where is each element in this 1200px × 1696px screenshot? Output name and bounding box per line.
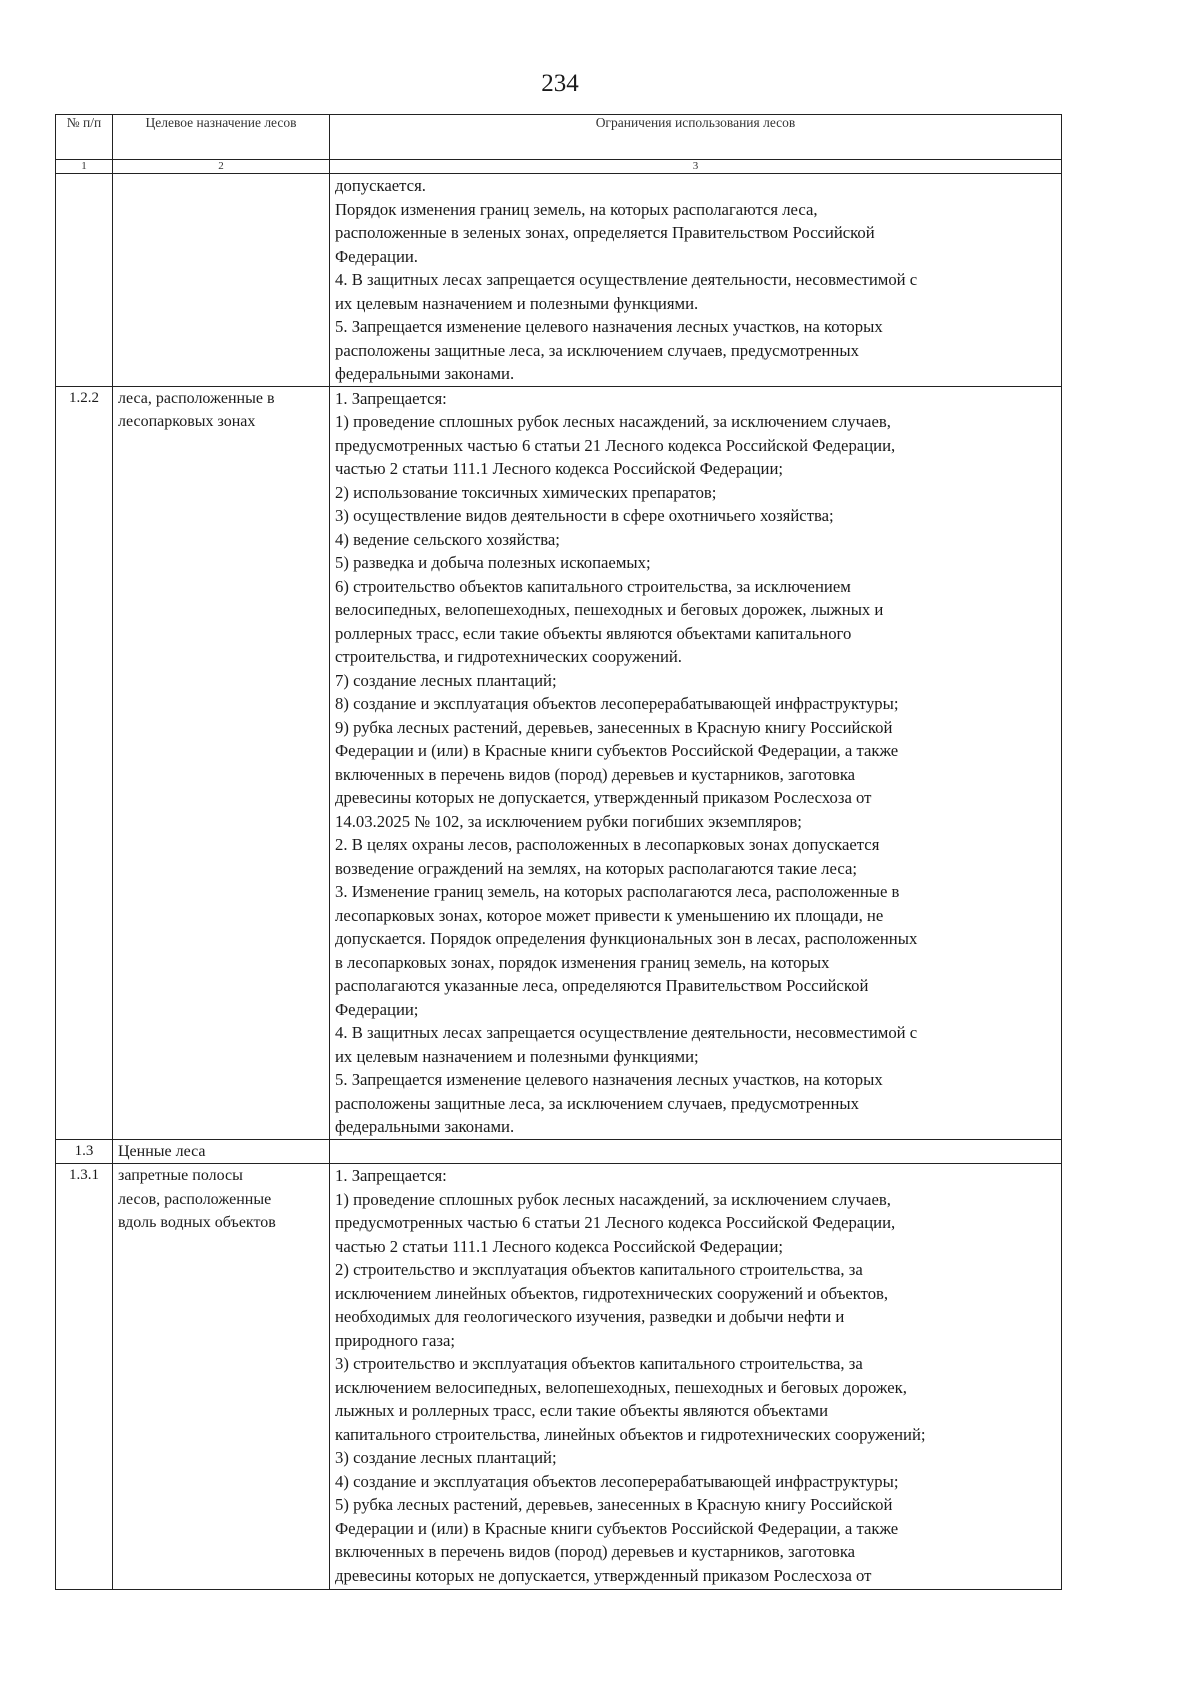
restriction-line: Порядок изменения границ земель, на которых располагаются леса, — [335, 199, 818, 219]
restriction-line: велосипедных, велопешеходных, пешеходных и беговых дорожек, лыжных и — [335, 600, 884, 619]
table-header-row — [56, 115, 1062, 160]
purpose-line: лесопарковых зонах — [118, 413, 256, 430]
restriction-line: их целевым назначением и полезными функциями; — [335, 1046, 699, 1066]
restriction-line: расположены защитные леса, за исключением случаев, предусмотренных — [335, 1093, 859, 1113]
column-number: 3 — [330, 160, 1062, 174]
page-number: 234 — [541, 70, 579, 97]
restriction-line: 3. Изменение границ земель, на которых располагаются леса, расположенные в — [335, 882, 900, 901]
restrictions-table — [55, 114, 1062, 1590]
restriction-line: природного газа; — [335, 1330, 456, 1350]
restriction-line: 3) осуществление видов деятельности в сфере охотничьего хозяйства; — [335, 506, 834, 525]
restriction-line: 1. Запрещается: — [335, 1166, 447, 1185]
restriction-line: 1) проведение сплошных рубок лесных насаждений, за исключением случаев, — [335, 1189, 891, 1209]
restriction-line: 2) использование токсичных химических препаратов; — [335, 482, 717, 502]
restriction-line: 14.03.2025 № 102, за исключением рубки погибших экземпляров; — [335, 811, 802, 831]
column-number: 2 — [113, 160, 330, 174]
restriction-line: включенных в перечень видов (пород) деревьев и кустарников, заготовка — [335, 764, 856, 784]
purpose-line: лесов, расположенные — [118, 1190, 272, 1208]
restriction-line: Федерации и (или) в Красные книги субъектов Российской Федерации, а также — [335, 1518, 899, 1538]
row-restrictions — [330, 1139, 1062, 1164]
row-purpose — [113, 1164, 330, 1590]
row-restrictions — [330, 386, 1062, 1139]
restriction-line: Федерации. — [335, 246, 418, 266]
row-restrictions — [330, 174, 1062, 387]
restriction-line: Федерации; — [335, 999, 419, 1019]
restriction-line: 4) ведение сельского хозяйства; — [335, 529, 560, 549]
row-number — [56, 174, 113, 387]
restriction-line: их целевым назначением и полезными функциями. — [335, 293, 699, 313]
header-number: № п/п — [56, 115, 113, 160]
row-purpose — [113, 174, 330, 387]
restriction-line: 4. В защитных лесах запрещается осуществление деятельности, несовместимой с — [335, 1023, 918, 1042]
restriction-line: включенных в перечень видов (пород) деревьев и кустарников, заготовка — [335, 1542, 856, 1561]
restriction-line: 9) рубка лесных растений, деревьев, занесенных в Красную книгу Российской — [335, 717, 893, 737]
restriction-line: 3) строительство и эксплуатация объектов капитального строительства, за — [335, 1354, 863, 1373]
row-restrictions — [330, 1164, 1062, 1590]
purpose-line: леса, расположенные в — [118, 389, 275, 407]
restriction-line: 7) создание лесных плантаций; — [335, 670, 557, 690]
restriction-line: 3) создание лесных плантаций; — [335, 1448, 557, 1467]
restriction-line: предусмотренных частью 6 статьи 21 Лесного кодекса Российской Федерации, — [335, 1213, 896, 1232]
restriction-line: 5) рубка лесных растений, деревьев, занесенных в Красную книгу Российской — [335, 1495, 893, 1514]
row-number: 1.2.2 — [56, 386, 113, 1139]
restriction-line: в лесопарковых зонах, порядок изменения границ земель, на которых — [335, 952, 830, 972]
row-purpose — [113, 1139, 330, 1164]
restriction-line: расположенные в зеленых зонах, определяется Правительством Российской — [335, 223, 875, 242]
table-row — [56, 1164, 1062, 1590]
restriction-line: 2. В целях охраны лесов, расположенных в лесопарковых зонах допускается — [335, 835, 880, 854]
restriction-line: исключением линейных объектов, гидротехнических сооружений и объектов, — [335, 1283, 889, 1303]
restriction-line: 1) проведение сплошных рубок лесных насаждений, за исключением случаев, — [335, 412, 891, 431]
header-restrictions: Ограничения использования лесов — [330, 115, 1062, 160]
purpose-line: Ценные леса — [118, 1142, 206, 1160]
restriction-line: 4) создание и эксплуатация объектов лесоперерабатывающей инфраструктуры; — [335, 1471, 899, 1491]
row-purpose — [113, 386, 330, 1139]
header-purpose: Целевое назначение лесов — [113, 115, 330, 160]
table-row — [56, 386, 1062, 1139]
row-number: 1.3 — [56, 1139, 113, 1164]
restriction-line: 5. Запрещается изменение целевого назначения лесных участков, на которых — [335, 317, 883, 336]
restriction-line: частью 2 статьи 111.1 Лесного кодекса Российской Федерации; — [335, 1236, 784, 1256]
restriction-line: предусмотренных частью 6 статьи 21 Лесного кодекса Российской Федерации, — [335, 435, 896, 455]
restriction-line: лесопарковых зонах, которое может привести к уменьшению их площади, не — [335, 905, 884, 925]
restriction-line: исключением велосипедных, велопешеходных, пешеходных и беговых дорожек, — [335, 1377, 907, 1397]
restriction-line: 2) строительство и эксплуатация объектов капитального строительства, за — [335, 1260, 863, 1279]
restriction-line: древесины которых не допускается, утвержденный приказом Рослесхоза от — [335, 788, 872, 807]
restriction-line: возведение ограждений на землях, на которых располагаются такие леса; — [335, 858, 857, 878]
column-number-row — [56, 160, 1062, 174]
purpose-line: вдоль водных объектов — [118, 1214, 276, 1231]
row-number: 1.3.1 — [56, 1164, 113, 1590]
restriction-line: роллерных трасс, если такие объекты являются объектами капитального — [335, 623, 852, 643]
restriction-line: частью 2 статьи 111.1 Лесного кодекса Российской Федерации; — [335, 459, 784, 478]
restriction-line: необходимых для геологического изучения, разведки и добычи нефти и — [335, 1307, 845, 1326]
purpose-line: запретные полосы — [118, 1167, 243, 1184]
column-number: 1 — [56, 160, 113, 174]
restriction-line: федеральными законами. — [335, 364, 515, 383]
restriction-line: допускается. — [335, 176, 426, 195]
restriction-line: 6) строительство объектов капитального строительства, за исключением — [335, 576, 851, 596]
restriction-line: капитального строительства, линейных объектов и гидротехнических сооружений; — [335, 1424, 926, 1444]
table-row — [56, 174, 1062, 387]
restriction-line: Федерации и (или) в Красные книги субъектов Российской Федерации, а также — [335, 741, 899, 760]
restriction-line: лыжных и роллерных трасс, если такие объекты являются объектами — [335, 1401, 829, 1420]
restriction-line: 5) разведка и добыча полезных ископаемых; — [335, 553, 651, 572]
restriction-line: располагаются указанные леса, определяются Правительством Российской — [335, 976, 869, 995]
restriction-line: 1. Запрещается: — [335, 388, 447, 408]
restriction-line: расположены защитные леса, за исключением случаев, предусмотренных — [335, 340, 859, 360]
restriction-line: древесины которых не допускается, утвержденный приказом Рослесхоза от — [335, 1565, 872, 1585]
restriction-line: строительства, и гидротехнических сооружений. — [335, 647, 682, 666]
restriction-line: 5. Запрещается изменение целевого назначения лесных участков, на которых — [335, 1070, 883, 1089]
restriction-line: 4. В защитных лесах запрещается осуществление деятельности, несовместимой с — [335, 270, 918, 289]
restriction-line: федеральными законами. — [335, 1117, 515, 1136]
restriction-line: 8) создание и эксплуатация объектов лесоперерабатывающей инфраструктуры; — [335, 694, 899, 713]
table-row — [56, 1139, 1062, 1164]
restriction-line: допускается. Порядок определения функциональных зон в лесах, расположенных — [335, 929, 918, 948]
